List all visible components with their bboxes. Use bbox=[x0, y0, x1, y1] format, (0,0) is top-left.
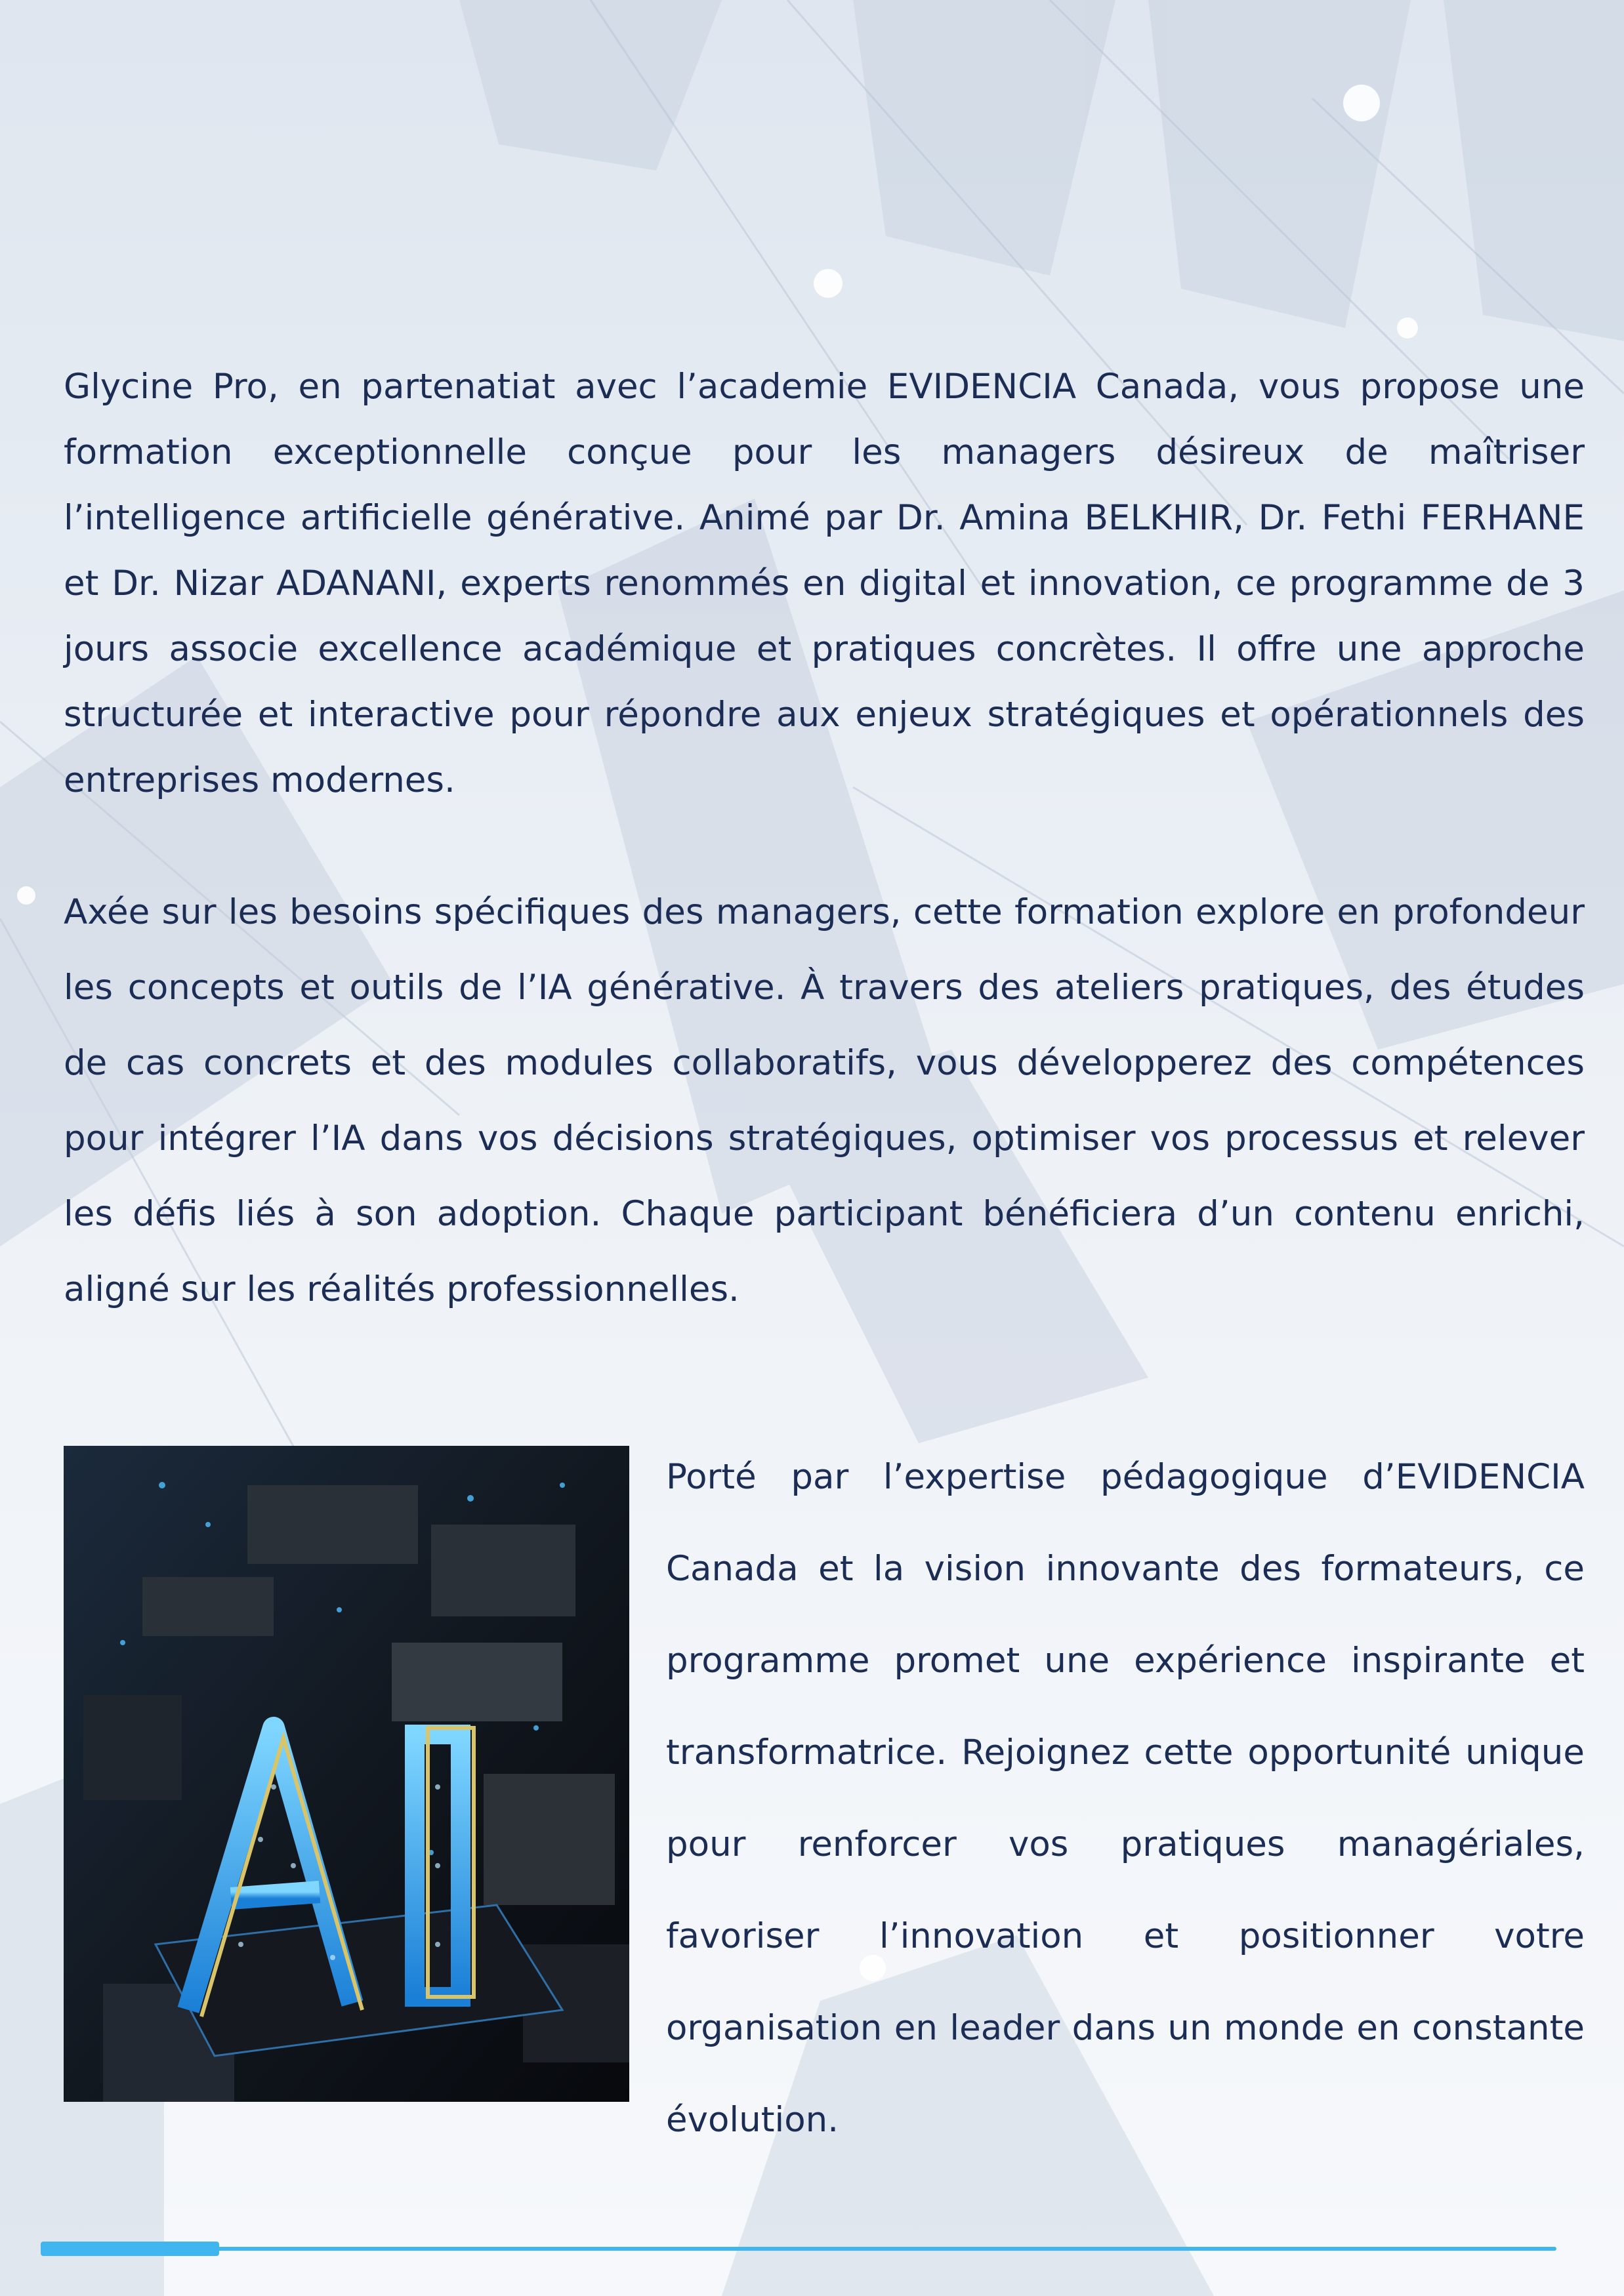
footer-divider-accent bbox=[41, 2242, 219, 2256]
ai-illustration-image bbox=[64, 1446, 629, 2102]
ai-chip-icon bbox=[64, 1446, 629, 2102]
footer-divider bbox=[41, 2242, 1556, 2256]
footer-divider-thin bbox=[41, 2247, 1556, 2251]
closing-paragraph: Porté par l’expertise pédagogique d’EVIDENCIA Canada et la vision innovante des formateurs, ce programme promet une expérience inspirante et transformatrice. Rejoignez cette opportunité unique pour renforcer vos pratiques managériales, favoriser l’innovation et positionner votre organisation en leader dans un monde en constante évolution. bbox=[666, 1457, 1585, 2140]
focus-paragraph: Axée sur les besoins spécifiques des managers, cette formation explore en profondeur les concepts et outils de l’IA générative. À travers des ateliers pratiques, des études de cas concrets et des modules collaboratifs, vous développerez des compétences pour intégrer l’IA dans vos décisions stratégiques, optimiser vos processus et relever les défis liés à son adoption. Chaque participant bénéficiera d’un contenu enrichi, aligné sur les réalités professionnelles. bbox=[64, 892, 1585, 1309]
intro-paragraph: Glycine Pro, en partenatiat avec l’academie EVIDENCIA Canada, vous propose une formation exceptionnelle conçue pour les managers désireux de maîtriser l’intelligence artificielle générative. Animé par Dr. Amina BELKHIR, Dr. Fethi FERHANE et Dr. Nizar ADANANI, experts renommés en digital et innovation, ce programme de 3 jours associe excellence académique et pratiques concrètes. Il offre une approche structurée et interactive pour répondre aux enjeux stratégiques et opérationnels des entreprises modernes. bbox=[64, 367, 1585, 800]
